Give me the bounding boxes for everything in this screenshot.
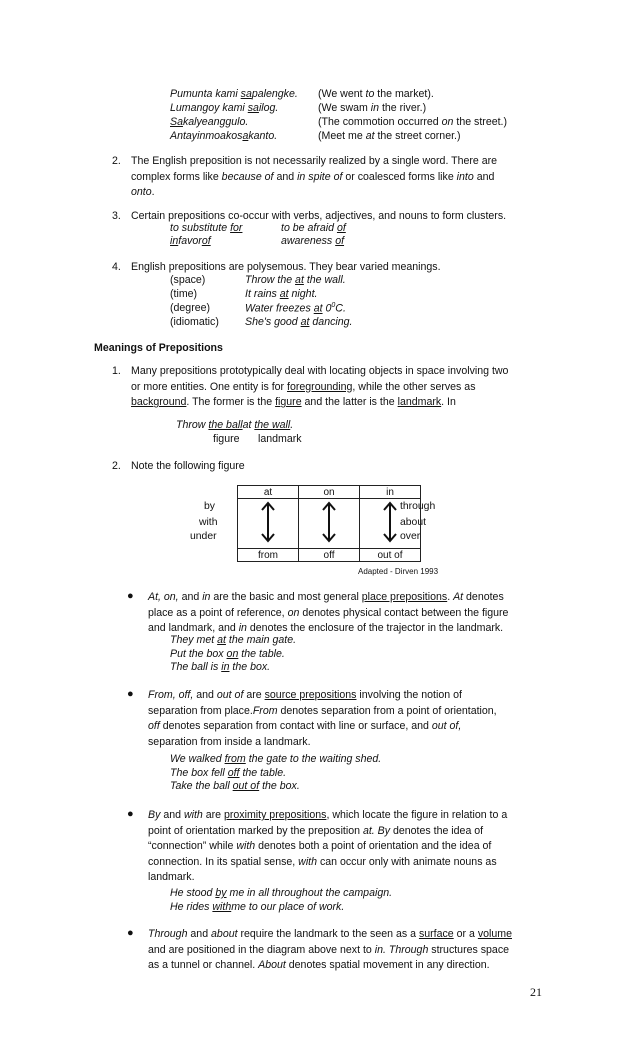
list-number: 2. xyxy=(112,460,121,472)
example-row: Lumangoy kami sailog. xyxy=(170,102,279,114)
paragraph-polysemous: English prepositions are polysemous. They bear varied meanings. xyxy=(131,261,441,273)
paragraph-source-prepositions: From, off, and out of are source prepositions involving the notion of separation from place.From denotes separation from a point of orientation, off denotes separation from contact with line or surface, and out of, separation from inside a landmark. xyxy=(148,689,497,748)
example-row xyxy=(170,88,298,100)
diagram-right-label: through xyxy=(400,501,436,512)
diagram-cell-top: at xyxy=(238,486,299,499)
diagram-cell-bottom: from xyxy=(238,549,299,562)
diagram-left-label: with xyxy=(199,517,218,528)
diagram-right-label: about xyxy=(400,517,427,528)
double-arrow-icon xyxy=(380,500,400,544)
cluster-example: infavorof xyxy=(170,235,211,247)
double-arrow-icon xyxy=(258,500,278,544)
proximity-examples: He stood by me in all throughout the campaign. He rides withme to our place of work. xyxy=(170,887,393,913)
filipino-examples xyxy=(170,88,570,148)
example-gloss: (The commotion occurred on the street.) xyxy=(318,116,508,128)
diagram-arrow-cell xyxy=(299,499,360,549)
example-text: Pumunta kami xyxy=(170,88,241,100)
double-arrow-icon xyxy=(319,500,339,544)
paragraph-note-figure: Note the following figure xyxy=(131,460,245,472)
bullet-icon: ● xyxy=(127,927,134,939)
list-number: 4. xyxy=(112,261,121,273)
list-number: 3. xyxy=(112,210,121,222)
paragraph-complex-forms: The English preposition is not necessarily realized by a single word. There are complex forms like because of and in spite of or coalesced forms like into and onto. xyxy=(131,155,498,199)
example-gloss: (We swam in the river.) xyxy=(318,102,427,114)
paragraph-through-about: Through and about require the landmark to the seen as a surface or a volume and are positioned in the diagram above next to in. Through structures space as a tunnel or channel. About denotes spatial movement in any direction. xyxy=(148,928,512,972)
cluster-example: to substitute for xyxy=(170,222,243,234)
page-number: 21 xyxy=(530,985,542,999)
bullet-icon: ● xyxy=(127,688,134,700)
diagram-cell-bottom: off xyxy=(299,549,360,562)
diagram-cell-bottom: out of xyxy=(360,549,421,562)
paragraph-figure-landmark: Many prepositions prototypically deal with locating objects in space involving two or more entities. One entity is for foregrounding, while the other serves as background. The former is the figure and the latter is the landmark. In xyxy=(131,365,509,409)
diagram-left-label: by xyxy=(204,501,215,512)
figure-caption: Adapted - Dirven 1993 xyxy=(358,567,439,576)
paragraph-clusters: Certain prepositions co-occur with verbs, adjectives, and nouns to form clusters. xyxy=(131,210,507,222)
cluster-example: to be afraid of xyxy=(281,222,346,234)
preposition-diagram xyxy=(237,485,421,562)
meaning-examples: (space) Throw the at the wall. (time) It rains at night. (degree) Water freezes at $0^0C$. (idiomatic) She's good at dancing. xyxy=(170,274,353,328)
diagram-right-label: over xyxy=(400,531,421,542)
paragraph-proximity-prepositions: By and with are proximity prepositions, which locate the figure in relation to a point of orientation marked by the preposition at. By denotes the idea of “connection” while with denotes both a point of orientation and the idea of connection. In its spatial sense, with can occur only with animate nouns as landmark. xyxy=(148,809,508,884)
place-examples: They met at the main gate. Put the box on the table. The ball is in the box. xyxy=(170,634,297,673)
list-number: 2. xyxy=(112,155,121,167)
example-underlined: sa xyxy=(240,88,252,100)
list-number: 1. xyxy=(112,365,121,377)
figure-landmark-example: Throw the ballat the wall. xyxy=(176,419,294,431)
diagram-cell-top: on xyxy=(299,486,360,499)
paragraph-place-prepositions: At, on, and in are the basic and most general place prepositions. At denotes place as a point of reference, on denotes physical contact between the figure and landmark, and in denotes the enclosure of the trajector in the landmark. xyxy=(148,591,509,635)
example-gloss: (Meet me at the street corner.) xyxy=(318,130,461,142)
diagram-cell-top: in xyxy=(360,486,421,499)
example-text: palengke. xyxy=(251,88,298,100)
bullet-icon: ● xyxy=(127,590,134,602)
example-gloss: (We went to the market). xyxy=(318,88,434,100)
diagram-arrow-cell xyxy=(238,499,299,549)
figure-label: figure xyxy=(213,433,240,445)
example-row: Antayinmoakosakanto. xyxy=(170,130,278,142)
source-examples: We walked from the gate to the waiting shed. The box fell off the table. Take the ball out of the box. xyxy=(170,753,382,792)
landmark-label: landmark xyxy=(258,433,302,445)
cluster-example: awareness of xyxy=(281,235,345,247)
section-heading: Meanings of Prepositions xyxy=(94,342,223,354)
diagram-left-label: under xyxy=(190,531,217,542)
bullet-icon: ● xyxy=(127,808,134,820)
example-row: Sakalyeanggulo. xyxy=(170,116,249,128)
